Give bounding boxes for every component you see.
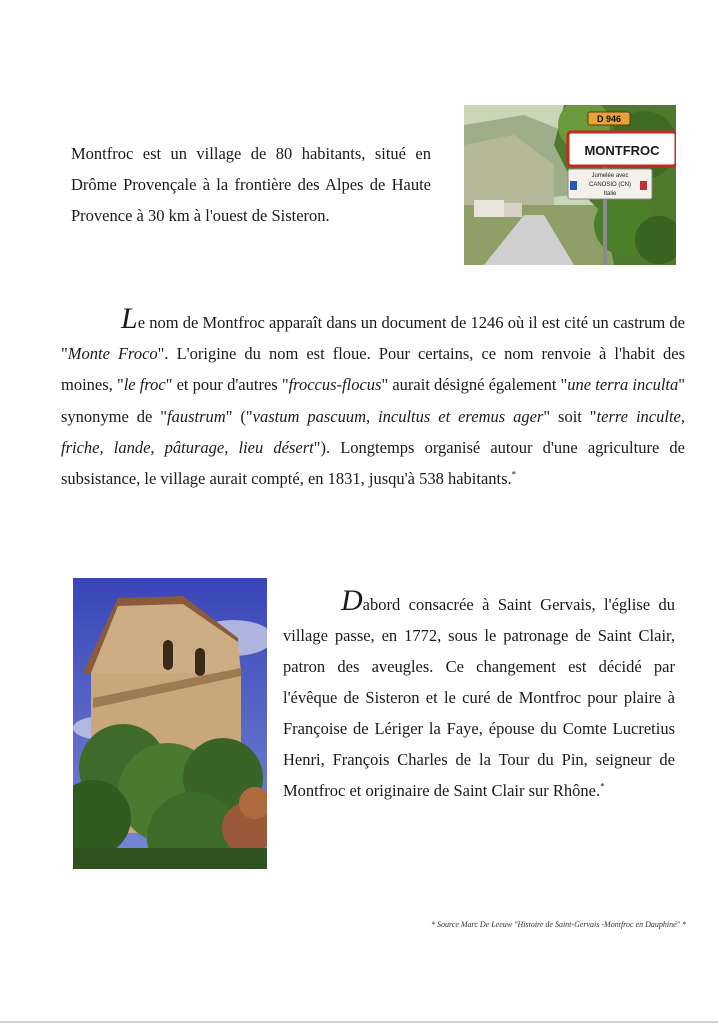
text-run: " et pour d'autres " — [165, 375, 289, 395]
history-paragraph — [61, 304, 685, 494]
church-tower-photo — [73, 578, 267, 869]
text-run: " aurait désigné également " — [381, 375, 568, 395]
footnote-mark: * — [511, 469, 517, 480]
text-run: " soit " — [543, 406, 597, 426]
sign-name-text: MONTFROC — [584, 143, 660, 158]
text-run: ". L'origine du nom est floue. Pour certains, ce nom renvoie à l'habit des moines, " — [61, 344, 686, 395]
italic-term: Monte Froco — [67, 344, 158, 364]
italic-term: une terra inculta — [567, 375, 679, 395]
italic-term: terre inculte, friche, lande, pâturage, lieu désert — [61, 406, 685, 457]
coat-of-arms-icon — [640, 181, 647, 190]
church-paragraph — [283, 586, 675, 806]
sign-twin-line2: CANOSIO (CN) — [589, 182, 631, 188]
dropcap-letter: D — [341, 584, 363, 617]
text-run: " synonyme de " — [61, 375, 686, 426]
source-note: * Source Marc De Leeuw "Histoire de Saint-Gervais -Montfroc en Dauphiné" * — [430, 920, 686, 929]
italic-term: vastum pascuum, incultus et eremus ager — [252, 406, 544, 426]
text-run: " (" — [225, 406, 253, 426]
text-run: e nom de Montfroc apparaît dans un document de 1246 où il est cité un castrum de " — [61, 313, 685, 364]
road-number-text: D 946 — [596, 114, 622, 124]
italic-term: froccus-flocus — [288, 375, 382, 395]
coat-of-arms-icon — [570, 181, 577, 190]
intro-paragraph: Montfroc est un village de 80 habitants, situé en Drôme Provençale à la frontière des Alpes de Haute Provence à 30 km à l'ouest de Sisteron. — [71, 144, 431, 225]
footnote-mark: * — [600, 781, 605, 792]
italic-term: faustrum — [167, 406, 226, 426]
page-edge-divider — [0, 1021, 718, 1023]
village-sign-photo — [464, 105, 676, 265]
sign-twin-line3: Italie — [603, 191, 617, 197]
dropcap-letter: L — [121, 302, 138, 335]
text-run: abord consacrée à Saint Gervais, l'église du village passe, en 1772, sous le patronage de Saint Clair, patron des aveugles. Ce changement est décidé par l'évêque de Sisteron et le curé de Montfroc pour plaire à Françoise de Lériger la Faye, épouse du Comte Lucretius Henri, François Charles de la Tour du Pin, seigneur de Montfroc et originaire de Saint Clair sur Rhône. — [283, 595, 675, 800]
sign-twin-line1: Jumelée avec — [591, 173, 629, 179]
text-run: "). Longtemps organisé autour d'une agriculture de subsistance, le village aurait compté, en 1831, jusqu'à 538 habitants. — [61, 437, 685, 489]
italic-term: le froc — [123, 375, 166, 395]
